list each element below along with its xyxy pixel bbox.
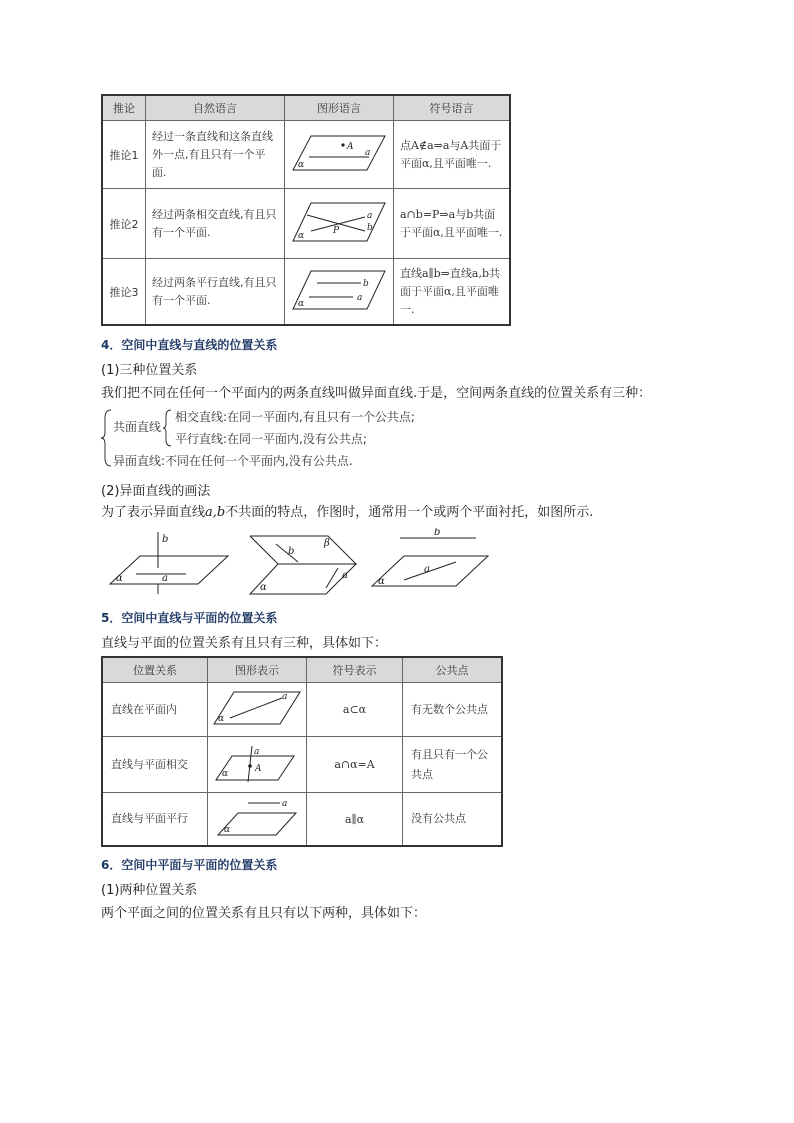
plane-beta xyxy=(250,536,356,564)
table-header-row xyxy=(102,95,510,121)
section-4-sub2: (2)异面直线的画法 xyxy=(101,484,211,499)
natural-language: 经过两条平行直线,有且只有一个平面. xyxy=(146,259,285,326)
inner-brace xyxy=(163,408,173,448)
label-beta: β xyxy=(324,538,330,549)
line-b xyxy=(276,544,298,562)
label-b: b xyxy=(363,279,369,289)
corollary-table xyxy=(101,94,511,326)
symbolic-language: 点A∉a⇒a与A共面于平面α,且平面唯一. xyxy=(394,121,511,189)
label-alpha: α xyxy=(116,573,123,584)
line-plane-table xyxy=(101,656,503,847)
line-in-plane-figure xyxy=(212,688,302,728)
label-alpha: α xyxy=(222,769,229,779)
label-b: b xyxy=(162,534,169,545)
line-a xyxy=(326,568,338,588)
para2-post: 不共面的特点，作图时，通常用一个或两个平面衬托，如图所示. xyxy=(225,505,594,520)
label-alpha: α xyxy=(224,824,231,835)
figure-cell xyxy=(285,259,394,326)
line-parallel-plane-figure xyxy=(212,797,302,839)
header-cell: 公共点 xyxy=(403,657,503,683)
label-alpha: α xyxy=(260,582,267,593)
label-alpha: α xyxy=(298,231,305,241)
label-a: a xyxy=(162,573,168,584)
symbol-cell: a∥α xyxy=(307,793,403,847)
row-name: 推论1 xyxy=(102,121,146,189)
skew-figure-one-plane-above xyxy=(372,528,488,587)
label-alpha: α xyxy=(298,160,305,170)
line-a xyxy=(230,698,282,718)
relation-cell: 直线在平面内 xyxy=(102,683,208,737)
label-a: a xyxy=(357,293,363,303)
label-A: A xyxy=(347,142,354,152)
header-cell: 图形语言 xyxy=(285,95,394,121)
plane-parallelogram xyxy=(293,136,385,170)
para2-pre: 为了表示异面直线 xyxy=(101,505,206,520)
label-a: a xyxy=(424,564,430,575)
common-points-cell: 有无数个公共点 xyxy=(403,683,503,737)
outer-brace xyxy=(101,408,113,468)
common-points-cell: 没有公共点 xyxy=(403,793,503,847)
skew-lines-def: 异面直线:不同在任何一个平面内,没有公共点. xyxy=(113,454,353,468)
natural-language: 经过两条相交直线,有且只有一个平面. xyxy=(146,189,285,259)
header-cell: 自然语言 xyxy=(146,95,285,121)
header-cell: 符号语言 xyxy=(394,95,511,121)
common-points-cell: 有且只有一个公共点 xyxy=(403,737,503,793)
label-b: b xyxy=(367,223,373,233)
line-a xyxy=(248,746,252,782)
intersecting-lines-figure xyxy=(289,199,389,245)
symbol-cell: a∩α=A xyxy=(307,737,403,793)
table-row xyxy=(102,793,502,847)
section-4-sub1: (1)三种位置关系 xyxy=(101,363,198,378)
parallel-lines-def: 平行直线:在同一平面内,没有公共点; xyxy=(175,432,367,446)
symbolic-language: a∩b=P⇒a与b共面于平面α,且平面唯一. xyxy=(394,189,511,259)
natural-language: 经过一条直线和这条直线外一点,有且只有一个平面. xyxy=(146,121,285,189)
label-b: b xyxy=(288,546,295,557)
point-A xyxy=(341,143,344,146)
intersecting-lines-def: 相交直线:在同一平面内,有且只有一个公共点; xyxy=(175,410,415,424)
row-name: 推论2 xyxy=(102,189,146,259)
label-a: a xyxy=(282,692,288,702)
plane-parallelogram xyxy=(110,556,228,584)
skew-figure-one-plane-vertical xyxy=(110,532,228,594)
label-b: b xyxy=(434,528,441,538)
label-a: a xyxy=(342,570,348,581)
table-row xyxy=(102,121,510,189)
section-6-para: 两个平面之间的位置关系有且只有以下两种，具体如下： xyxy=(101,906,427,921)
section-4-heading: 4．空间中直线与直线的位置关系 xyxy=(101,338,278,352)
section-6-heading: 6．空间中平面与平面的位置关系 xyxy=(101,858,278,872)
skew-figure-two-planes xyxy=(250,536,356,594)
table-row xyxy=(102,737,502,793)
label-alpha: α xyxy=(378,576,385,587)
label-a: a xyxy=(365,148,371,158)
symbol-cell: a⊂α xyxy=(307,683,403,737)
point-A xyxy=(248,764,252,768)
para2-vars: a,b xyxy=(205,505,226,520)
figure-cell xyxy=(285,121,394,189)
line-a xyxy=(404,562,456,580)
plane-point-line-figure xyxy=(289,130,389,176)
row-name: 推论3 xyxy=(102,259,146,326)
section-4-para2 xyxy=(101,501,593,520)
relation-cell: 直线与平面平行 xyxy=(102,793,208,847)
skew-lines-figures xyxy=(100,528,500,598)
header-cell: 符号表示 xyxy=(307,657,403,683)
header-cell: 推论 xyxy=(102,95,146,121)
figure-cell xyxy=(208,683,307,737)
figure-cell xyxy=(208,793,307,847)
label-A: A xyxy=(255,764,262,774)
table-row xyxy=(102,259,510,326)
symbolic-language: 直线a∥b⇒直线a,b共面于平面α,且平面唯一. xyxy=(394,259,511,326)
section-5-heading: 5．空间中直线与平面的位置关系 xyxy=(101,611,278,625)
figure-cell xyxy=(285,189,394,259)
label-alpha: α xyxy=(218,714,225,724)
label-a: a xyxy=(254,747,260,757)
table-row xyxy=(102,189,510,259)
label-a: a xyxy=(367,211,373,221)
plane-parallelogram xyxy=(293,271,385,309)
label-P: P xyxy=(333,226,340,236)
table-header-row xyxy=(102,657,502,683)
header-cell: 位置关系 xyxy=(102,657,208,683)
label-alpha: α xyxy=(298,299,305,309)
relation-cell: 直线与平面相交 xyxy=(102,737,208,793)
section-5-para: 直线与平面的位置关系有且只有三种，具体如下： xyxy=(101,636,388,651)
section-4-para1: 我们把不同在任何一个平面内的两条直线叫做异面直线.于是，空间两条直线的位置关系有三种： xyxy=(101,386,652,401)
parallel-lines-figure xyxy=(289,267,389,313)
label-a: a xyxy=(282,798,288,809)
line-relations-brace xyxy=(101,408,501,468)
section-6-sub1: (1)两种位置关系 xyxy=(101,883,198,898)
coplanar-label: 共面直线 xyxy=(113,420,162,434)
header-cell: 图形表示 xyxy=(208,657,307,683)
table-row xyxy=(102,683,502,737)
figure-cell xyxy=(208,737,307,793)
line-intersect-plane-figure xyxy=(212,742,302,784)
